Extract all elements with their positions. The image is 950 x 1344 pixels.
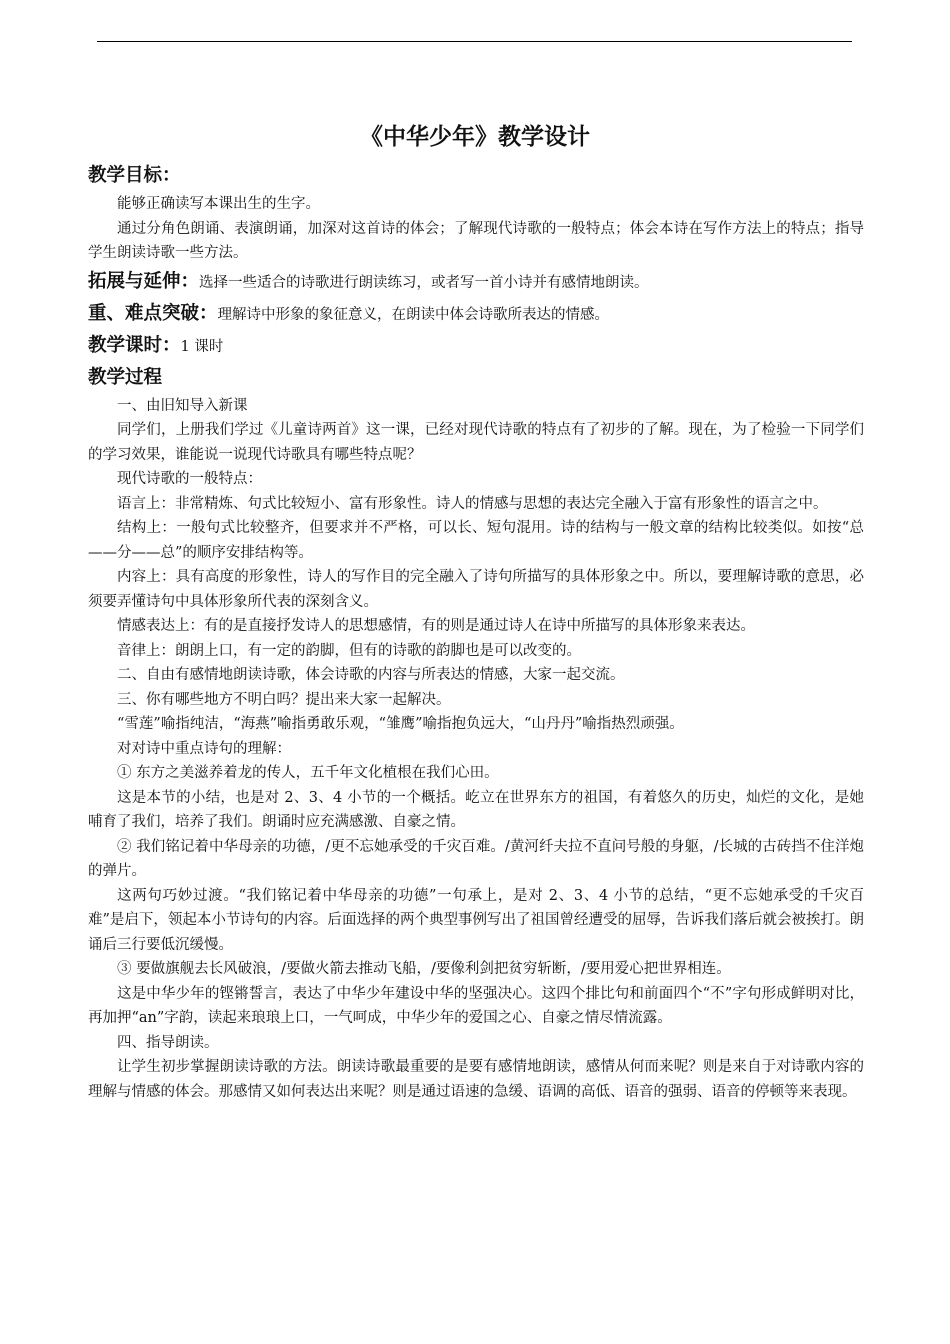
hours-heading: 教学课时： <box>88 334 181 356</box>
process-paragraph: 对对诗中重点诗句的理解： <box>117 740 291 757</box>
process-paragraph: 一、由旧知导入新课 <box>117 397 248 414</box>
process-paragraph: ③ 要做旗舰去长风破浪，/要做火箭去推动飞船，/要像利剑把贫穷斩断，/要用爱心把世界相连。 <box>117 961 731 977</box>
extension-line <box>88 266 864 298</box>
process-heading: 教学过程 <box>88 366 163 388</box>
process-paragraph: 二、自由有感情地朗读诗歌，体会诗歌的内容与所表达的情感，大家一起交流。 <box>117 667 625 683</box>
process-paragraph: 三、你有哪些地方不明白吗？提出来大家一起解决。 <box>117 691 451 708</box>
goal-item: 能够正确读写本课出生的生字。 <box>117 196 320 212</box>
hours-text: 1 课时 <box>180 338 224 355</box>
key-points-heading: 重、难点突破： <box>88 302 218 324</box>
process-paragraph: 现代诗歌的一般特点： <box>117 471 262 487</box>
process-paragraph: 这是本节的小结，也是对 2、3、4 小节的一个概括。屹立在世界东方的祖国，有着悠久的历史，灿烂的文化，是她哺育了我们，培养了我们。朗诵时应充满感激、自豪之情。 <box>88 789 864 830</box>
process-paragraph: 四、指导朗读。 <box>117 1034 219 1051</box>
process-paragraph: 语言上：非常精炼、句式比较短小、富有形象性。诗人的情感与思想的表达完全融入于富有形象性的语言之中。 <box>117 495 828 512</box>
process-paragraph: 这是中华少年的铿锵誓言，表达了中华少年建设中华的坚强决心。这四个排比句和前面四个“不”字句形成鲜明对比，再加押“an”字韵，读起来琅琅上口，一气呵成，中华少年的爱国之心、自豪之情尽情流露。 <box>88 985 864 1026</box>
process-paragraph: 这两句巧妙过渡。“我们铭记着中华母亲的功德”一句承上，是对 2、3、4 小节的总结，“更不忘她承受的千灾百难”是启下，领起本小节诗句的内容。后面选择的两个典型事例写出了祖国曾经遭受的屈辱，告诉我们落后就会被挨打。朗诵后三行要低沉缓慢。 <box>88 887 864 953</box>
process-paragraph: “雪莲”喻指纯洁，“海燕”喻指勇敢乐观，“雏鹰”喻指抱负远大，“山丹丹”喻指热烈顽强。 <box>117 716 684 732</box>
extension-heading: 拓展与延伸： <box>88 270 200 292</box>
process-paragraph: 让学生初步掌握朗读诗歌的方法。朗读诗歌最重要的是要有感情地朗读，感情从何而来呢？则是来自于对诗歌内容的理解与情感的体会。那感情又如何表达出来呢？则是通过语速的急缓、语调的高低、语音的强弱、语音的停顿等来表现。 <box>88 1059 864 1100</box>
process-paragraph: ② 我们铭记着中华母亲的功德，/更不忘她承受的千灾百难。/黄河纤夫拉不直问号般的身躯，/长城的古砖挡不住洋炮的弹片。 <box>88 838 864 879</box>
header-rule <box>97 41 852 42</box>
document-title: 《中华少年》教学设计 <box>360 124 590 150</box>
process-paragraph: 情感表达上：有的是直接抒发诗人的思想感情，有的则是通过诗人在诗中所描写的具体形象来表达。 <box>117 618 755 634</box>
process-section <box>88 394 864 1105</box>
process-paragraph: 同学们，上册我们学过《儿童诗两首》这一课，已经对现代诗歌的特点有了初步的了解。现在，为了检验一下同学们的学习效果，谁能说一说现代诗歌具有哪些特点呢？ <box>88 422 864 463</box>
process-paragraph: ① 东方之美滋养着龙的传人，五千年文化植根在我们心田。 <box>117 765 499 781</box>
process-paragraph: 结构上：一般句式比较整齐，但要求并不严格，可以长、短句混用。诗的结构与一般文章的结构比较类似。如按“总——分——总”的顺序安排结构等。 <box>88 520 864 561</box>
process-paragraph: 内容上：具有高度的形象性，诗人的写作目的完全融入了诗句所描写的具体形象之中。所以，要理解诗歌的意思，必须要弄懂诗句中具体形象所代表的深刻含义。 <box>88 569 864 610</box>
process-heading-line <box>88 362 864 394</box>
key-points-text: 理解诗中形象的象征意义，在朗读中体会诗歌所表达的情感。 <box>217 306 610 323</box>
extension-text: 选择一些适合的诗歌进行朗读练习，或者写一首小诗并有感情地朗读。 <box>199 274 649 291</box>
goals-heading: 教学目标： <box>88 165 181 186</box>
key-points-line <box>88 298 864 330</box>
process-paragraph: 音律上：朗朗上口，有一定的韵脚，但有的诗歌的韵脚也是可以改变的。 <box>117 642 581 659</box>
goals-heading-line <box>88 160 864 192</box>
goal-item: 通过分角色朗诵、表演朗诵，加深对这首诗的体会；了解现代诗歌的一般特点；体会本诗在写作方法上的特点；指导学生朗读诗歌一些方法。 <box>88 220 864 261</box>
hours-line <box>88 330 864 362</box>
document-body <box>88 160 864 1104</box>
